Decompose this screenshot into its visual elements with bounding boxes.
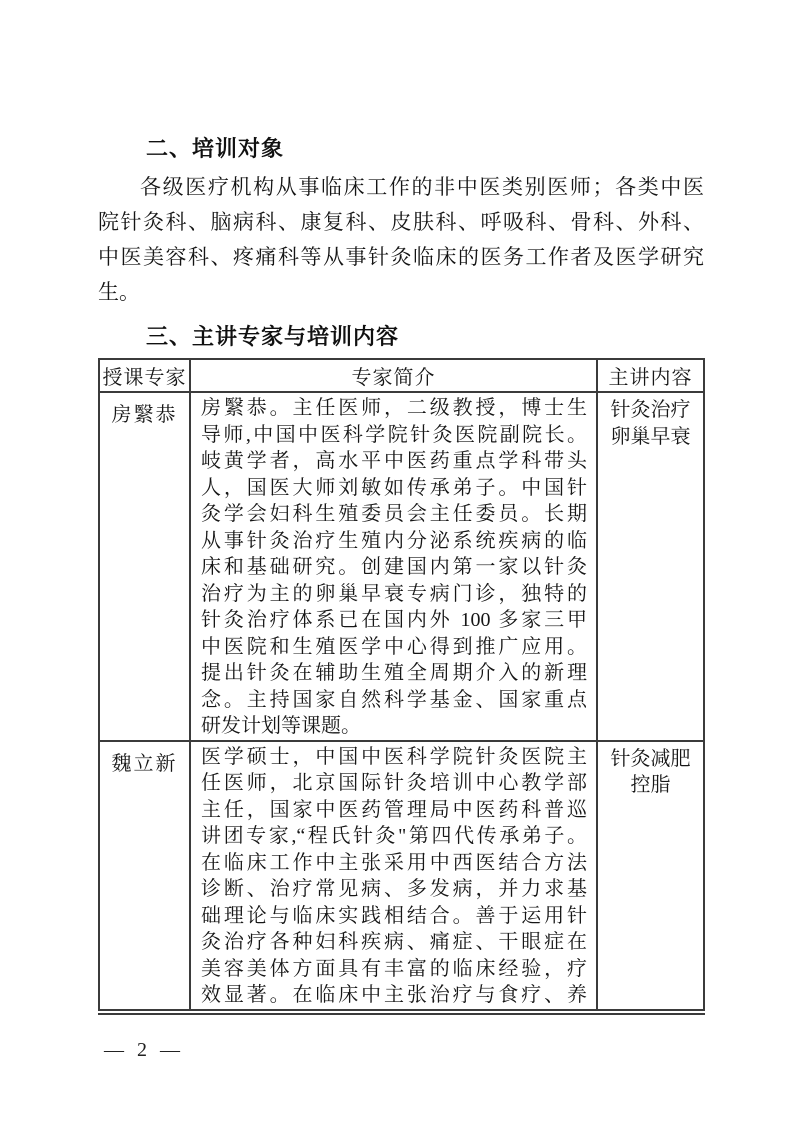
text-line: 岐黄学者，高水平中医药重点学科带头 <box>201 450 587 472</box>
text-line: 在临床工作中主张采用中西医结合方法 <box>201 851 587 874</box>
text-line: 础理论与临床实践相结合。善于运用针 <box>201 904 587 927</box>
text-line: 房繄恭。主任医师，二级教授，博士生 <box>201 397 587 419</box>
text-line: 针灸减肥 <box>610 747 691 770</box>
text-line: 生。 <box>98 280 140 304</box>
lecture-topic <box>597 741 704 1010</box>
text-line: 讲团专家,“程氏针灸"第四代传承弟子。 <box>201 825 587 847</box>
expert-bio <box>190 741 597 1010</box>
experts-table-wrapper <box>98 358 705 1015</box>
table-row-expert-fang <box>99 392 704 741</box>
experts-table <box>98 358 705 1011</box>
text-line: 中医院和生殖医学中心得到推广应用。 <box>201 635 587 658</box>
text-line: 治疗为主的卵巢早衰专病门诊，独特的 <box>201 582 587 605</box>
text-line: 灸学会妇科生殖委员会主任委员。长期 <box>201 503 587 525</box>
text-line: 针灸治疗体系已在国内外 100 多家三甲 <box>201 609 587 631</box>
text-line: 从事针灸治疗生殖内分泌系统疾病的临 <box>201 529 587 552</box>
section-heading-experts-and-content: 三、主讲专家与培训内容 <box>146 324 400 349</box>
text-line: 导师,中国中医科学院针灸医院副院长。 <box>201 423 587 446</box>
text-line: 人，国医大师刘敏如传承弟子。中国针 <box>201 476 587 499</box>
text-line: 灸治疗各种妇科疾病、痛症、干眼症在 <box>201 931 587 953</box>
text-line: 主任，国家中医药管理局中医药科普巡 <box>201 798 587 821</box>
text-line: 研发计划等课题。 <box>201 715 361 737</box>
expert-name: 魏立新 <box>99 741 190 1010</box>
expert-name: 房繄恭 <box>99 392 190 741</box>
column-header-lecture-content: 主讲内容 <box>597 359 704 392</box>
training-targets-paragraph <box>98 170 704 310</box>
column-header-lecturer: 授课专家 <box>99 359 190 392</box>
table-row-expert-wei <box>99 741 704 1010</box>
column-header-expert-intro: 专家简介 <box>190 359 597 392</box>
text-line: 卵巢早衰 <box>610 425 691 448</box>
page-number: — 2 — <box>104 1039 180 1061</box>
expert-bio <box>190 392 597 741</box>
text-line: 提出针灸在辅助生殖全周期介入的新理 <box>201 662 587 684</box>
table-header-row <box>99 359 704 392</box>
text-line: 任医师，北京国际针灸培训中心教学部 <box>201 772 587 794</box>
text-line: 念。主持国家自然科学基金、国家重点 <box>201 688 587 711</box>
text-line: 诊断、治疗常见病、多发病，并力求基 <box>201 878 587 900</box>
text-line: 各级医疗机构从事临床工作的非中医类别医师；各类中医 <box>140 175 704 199</box>
text-line: 院针灸科、脑病科、康复科、皮肤科、呼吸科、骨科、外科、 <box>98 210 704 234</box>
text-line: 效显著。在临床中主张治疗与食疗、养 <box>201 984 587 1006</box>
text-line: 医学硕士，中国中医科学院针灸医院主 <box>201 745 587 768</box>
text-line: 控脂 <box>630 774 671 796</box>
lecture-topic <box>597 392 704 741</box>
text-line: 中医美容科、疼痛科等从事针灸临床的医务工作者及医学研究 <box>98 245 704 269</box>
section-heading-training-targets: 二、培训对象 <box>146 136 285 161</box>
text-line: 床和基础研究。创建国内第一家以针灸 <box>201 556 587 578</box>
text-line: 美容美体方面具有丰富的临床经验，疗 <box>201 957 587 980</box>
text-line: 针灸治疗 <box>610 399 691 421</box>
